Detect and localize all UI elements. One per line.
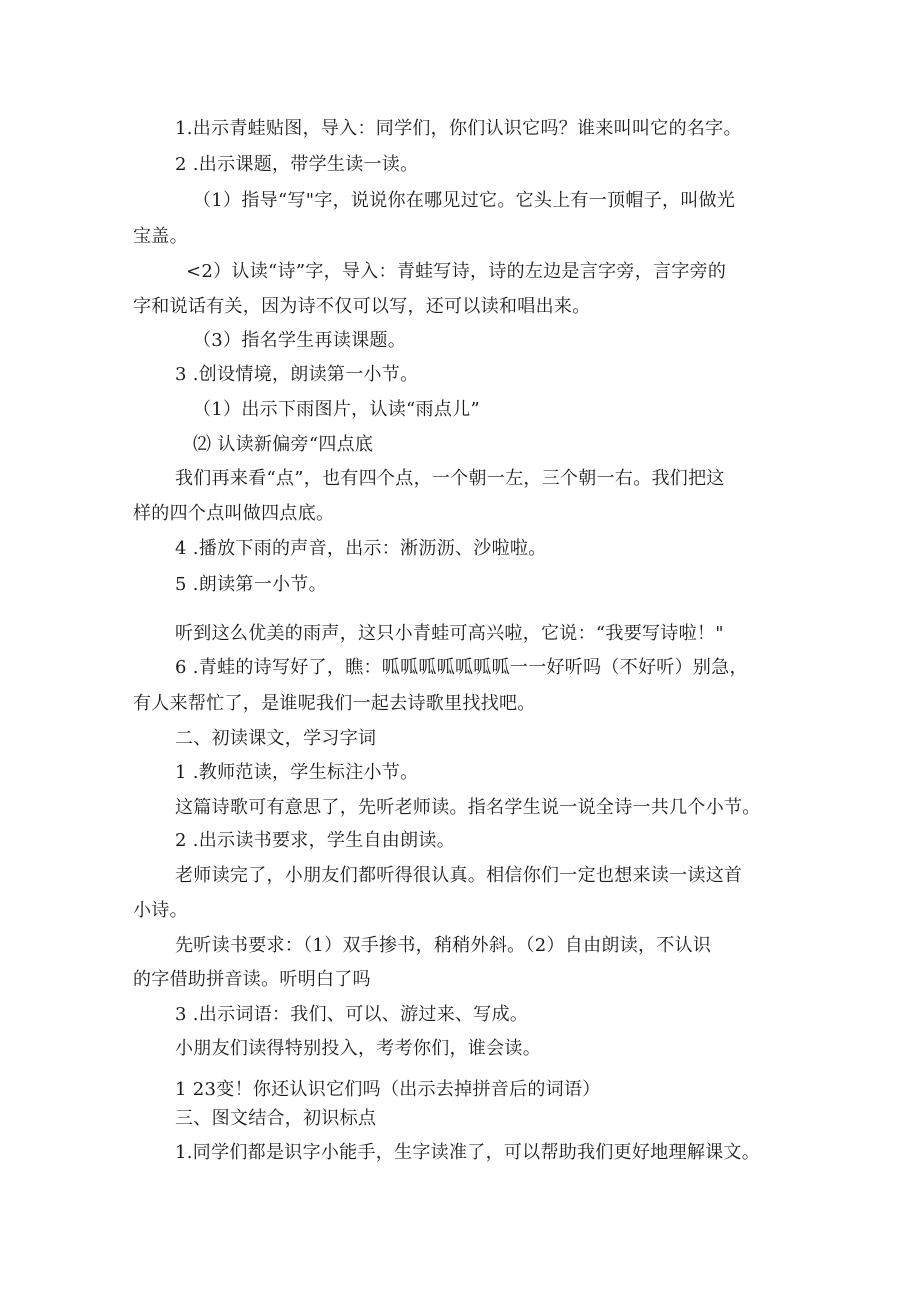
section-heading: 三、图文结合，初识标点 bbox=[175, 1108, 377, 1129]
text-line: 5 .朗读第一小节。 bbox=[175, 574, 327, 595]
text-line: 2 .出示读书要求，学生自由朗读。 bbox=[175, 830, 455, 851]
text-line: 样的四个点叫做四点底。 bbox=[133, 503, 335, 524]
text-line: （1）指导“写"字，说说你在哪见过它。它头上有一顶帽子，叫做光 bbox=[193, 190, 736, 211]
text-line: 这篇诗歌可有意思了，先听老师读。指名学生说一说全诗一共几个小节。 bbox=[175, 797, 761, 818]
text-line: 老师读完了，小朋友们都听得很认真。相信你们一定也想来读一读这首 bbox=[175, 865, 743, 886]
text-line: 的字借助拼音读。听明白了吗 bbox=[133, 969, 371, 990]
text-line: 小朋友们读得特别投入，考考你们，谁会读。 bbox=[175, 1038, 541, 1059]
text-line: 字和说话有关，因为诗不仅可以写，还可以读和唱出来。 bbox=[133, 296, 591, 317]
text-line: 1 23变！你还认识它们吗（出示去掉拼音后的词语） bbox=[175, 1079, 601, 1100]
text-line: 3 .创设情境，朗读第一小节。 bbox=[175, 364, 419, 385]
text-line: 宝盖。 bbox=[133, 226, 188, 247]
text-line: （1）出示下雨图片，认读“雨点儿” bbox=[193, 399, 480, 420]
text-line: 6 .青蛙的诗写好了，瞧：呱呱呱呱呱呱呱一一好听吗（不好听）别急， bbox=[175, 657, 748, 678]
text-line: 1.出示青蛙贴图，导入：同学们，你们认识它吗？谁来叫叫它的名字。 bbox=[175, 118, 742, 139]
text-line: 有人来帮忙了，是谁呢我们一起去诗歌里找找吧。 bbox=[133, 693, 536, 714]
text-line: （3）指名学生再读课题。 bbox=[193, 330, 407, 351]
text-line: ⑵ 认读新偏旁“四点底 bbox=[193, 434, 374, 455]
text-line: 1 .教师范读，学生标注小节。 bbox=[175, 762, 419, 783]
text-line: 4 .播放下雨的声音，出示：淅沥沥、沙啦啦。 bbox=[175, 538, 547, 559]
text-line: <2）认读“诗”字，导入：青蛙写诗，诗的左边是言字旁，言字旁的 bbox=[186, 261, 727, 282]
section-heading: 二、初读课文，学习字词 bbox=[175, 728, 377, 749]
text-line: 小诗。 bbox=[133, 900, 188, 921]
text-line: 先听读书要求：（1）双手掺书，稍稍外斜。（2）自由朗读，不认识 bbox=[175, 935, 712, 956]
text-line: 我们再来看“点”，也有四个点，一个朝一左，三个朝一右。我们把这 bbox=[175, 468, 725, 489]
text-line: 2 .出示课题，带学生读一读。 bbox=[175, 154, 419, 175]
text-line: 3 .出示词语：我们、可以、游过来、写成。 bbox=[175, 1004, 529, 1025]
text-line: 1.同学们都是识字小能手，生字读准了，可以帮助我们更好地理解课文。 bbox=[175, 1142, 761, 1163]
text-line: 听到这么优美的雨声，这只小青蛙可高兴啦，它说：“我要写诗啦！" bbox=[175, 623, 724, 644]
